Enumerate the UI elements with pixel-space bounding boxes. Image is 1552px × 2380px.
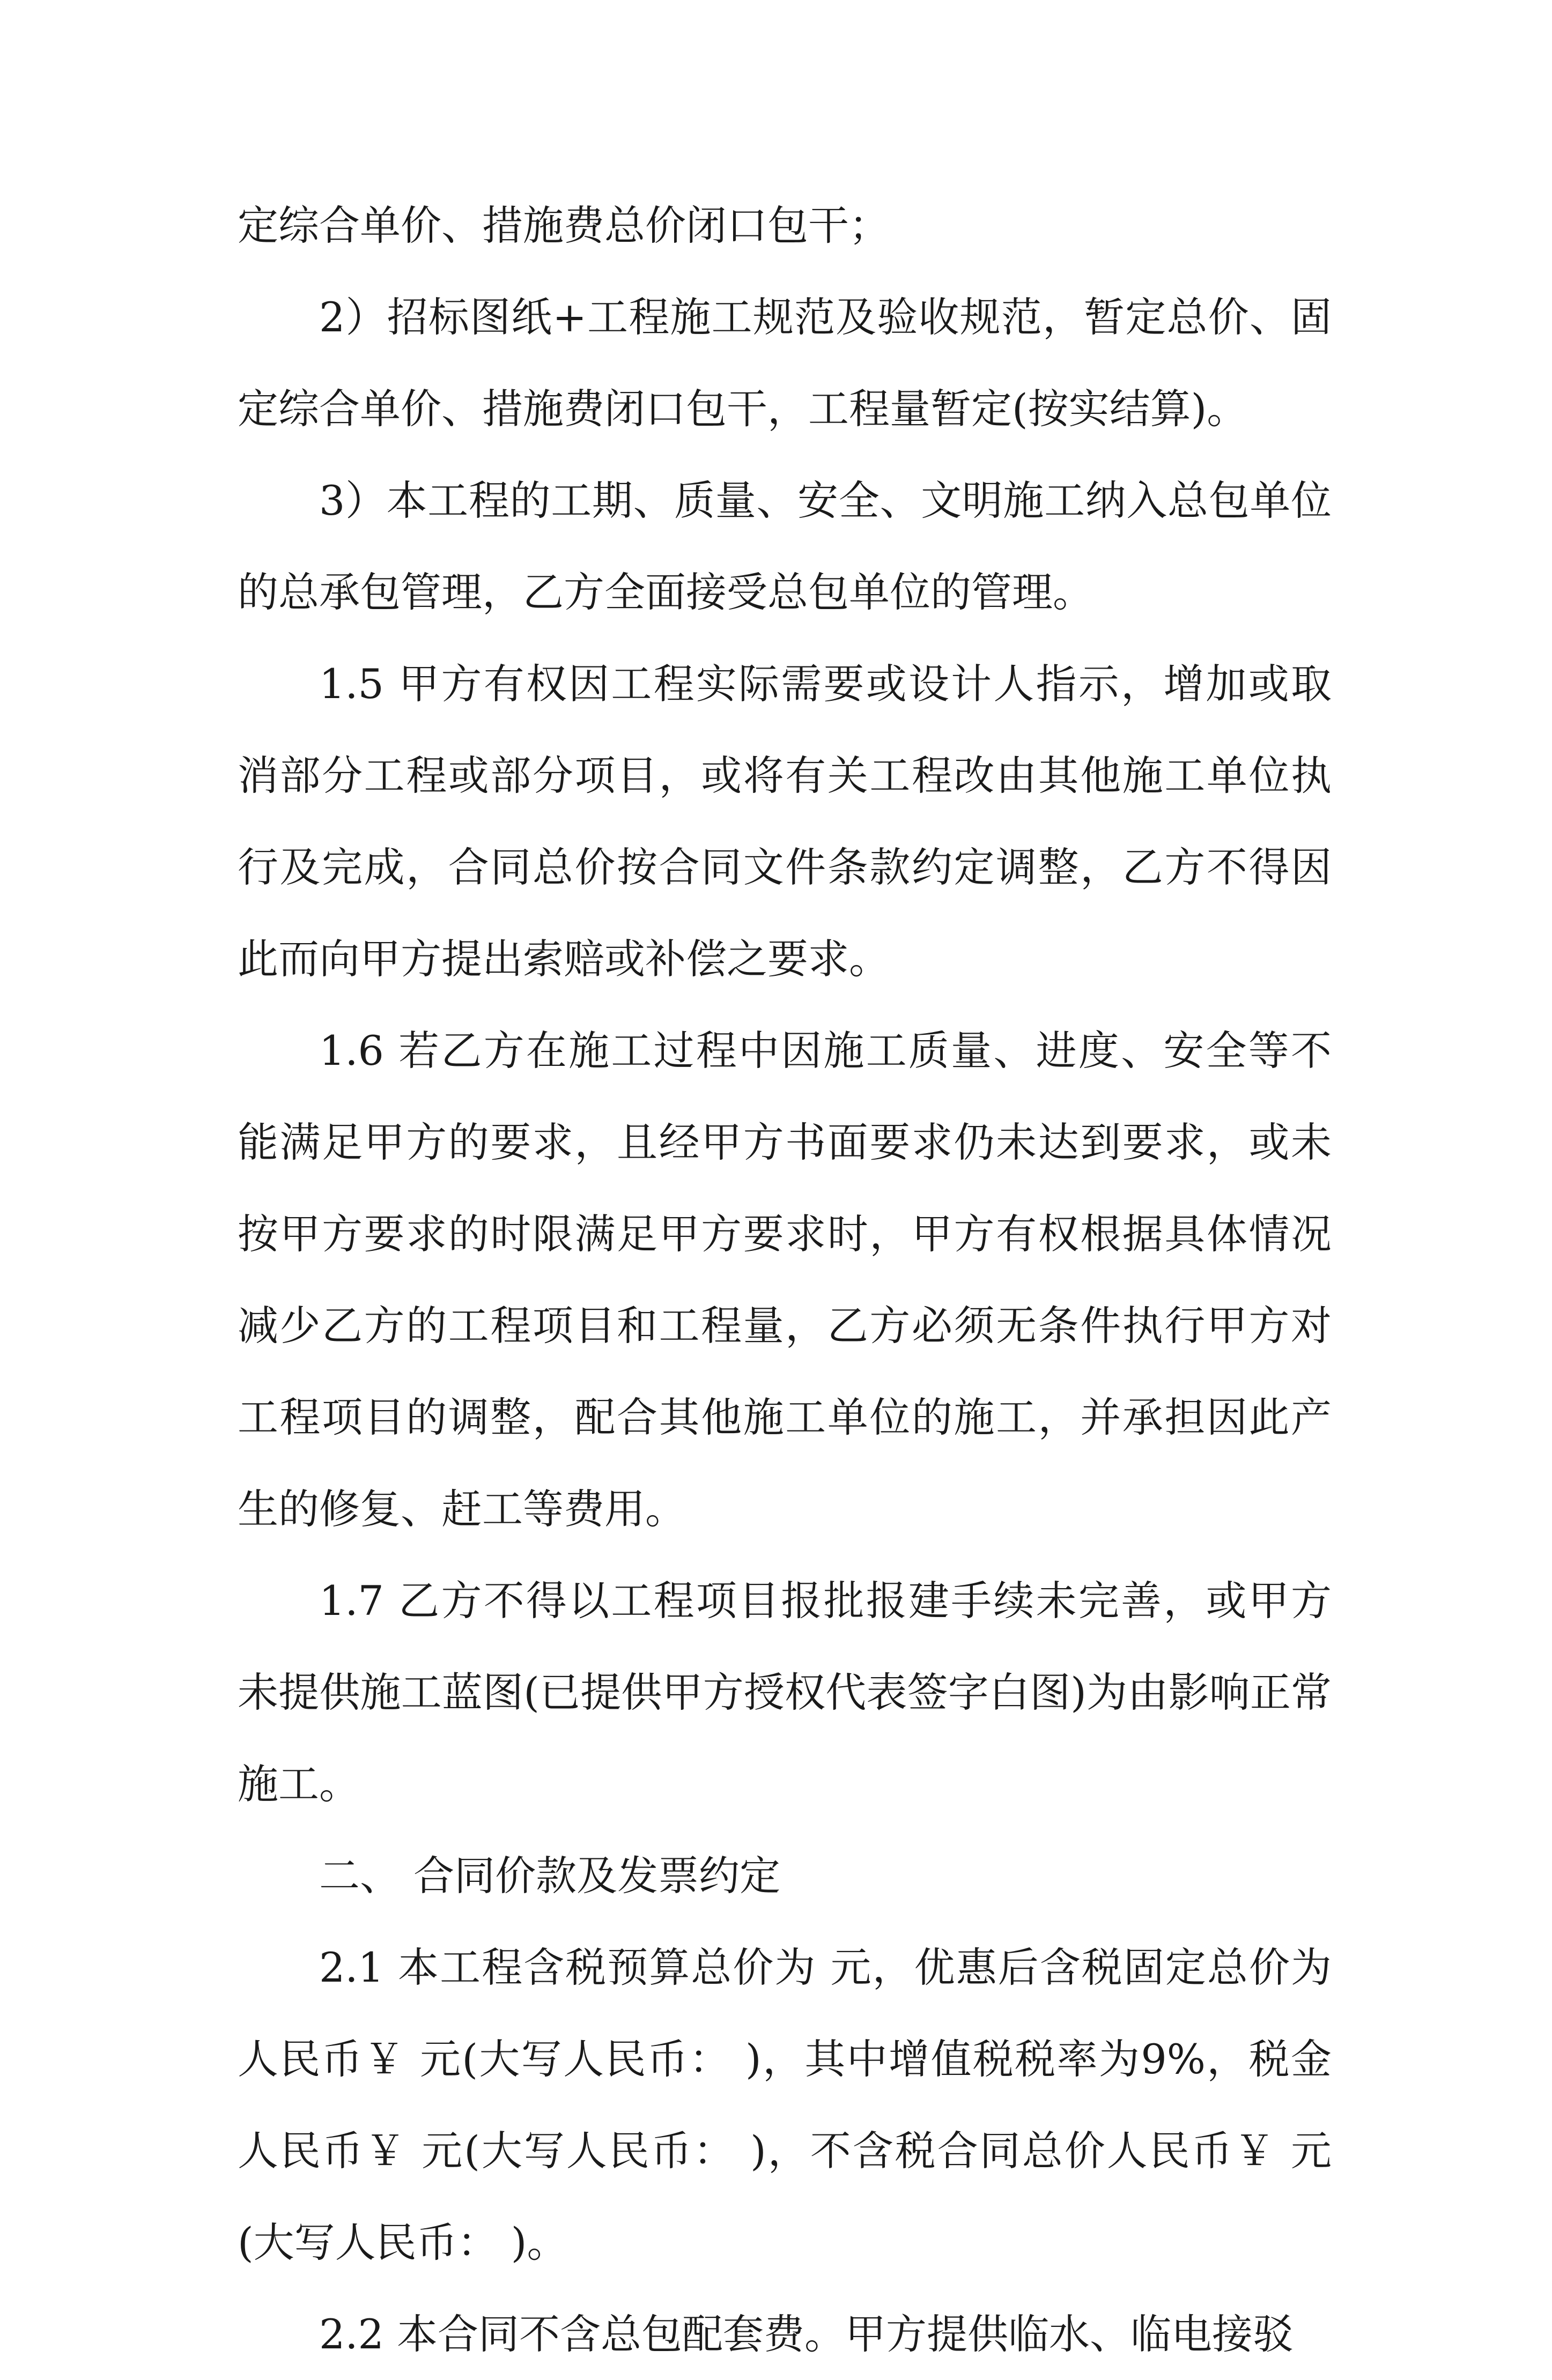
- paragraph-clause-1-7: 1.7 乙方不得以工程项目报批报建手续未完善，或甲方未提供施工蓝图(已提供甲方授权代表签字白图)为由影响正常施工。: [238, 1577, 1332, 1808]
- paragraph-clause-2-1: 2.1 本工程含税预算总价为 元，优惠后含税固定总价为人民币￥ 元(大写人民币： )，其中增值税税率为9%，税金人民币￥ 元(大写人民币： )，不含税合同总价人民币￥ 元(大写人民币： )。: [238, 1944, 1332, 2266]
- contract-body-text: [238, 180, 1332, 2380]
- paragraph-clause-2-2: 2.2 本合同不含总包配套费。甲方提供临水、临电接驳: [319, 2310, 1294, 2358]
- paragraph-item-2: 2）招标图纸+工程施工规范及验收规范，暂定总价、固定综合单价、措施费闭口包干，工程量暂定(按实结算)。: [238, 293, 1332, 433]
- paragraph-item-3: 3）本工程的工期、质量、安全、文明施工纳入总包单位的总承包管理，乙方全面接受总包单位的管理。: [238, 477, 1332, 616]
- section-heading-2: 二、 合同价款及发票约定: [319, 1852, 781, 1900]
- paragraph-clause-1-5: 1.5 甲方有权因工程实际需要或设计人指示，增加或取消部分工程或部分项目，或将有关工程改由其他施工单位执行及完成，合同总价按合同文件条款约定调整，乙方不得因此而向甲方提出索赔或补偿之要求。: [238, 660, 1332, 983]
- paragraph-clause-1-6: 1.6 若乙方在施工过程中因施工质量、进度、安全等不能满足甲方的要求，且经甲方书面要求仍未达到要求，或未按甲方要求的时限满足甲方要求时，甲方有权根据具体情况减少乙方的工程项目和工程量，乙方必须无条件执行甲方对工程项目的调整，配合其他施工单位的施工，并承担因此产生的修复、赶工等费用。: [238, 1027, 1332, 1533]
- paragraph-pricing-continuation: 定综合单价、措施费总价闭口包干；: [238, 202, 890, 249]
